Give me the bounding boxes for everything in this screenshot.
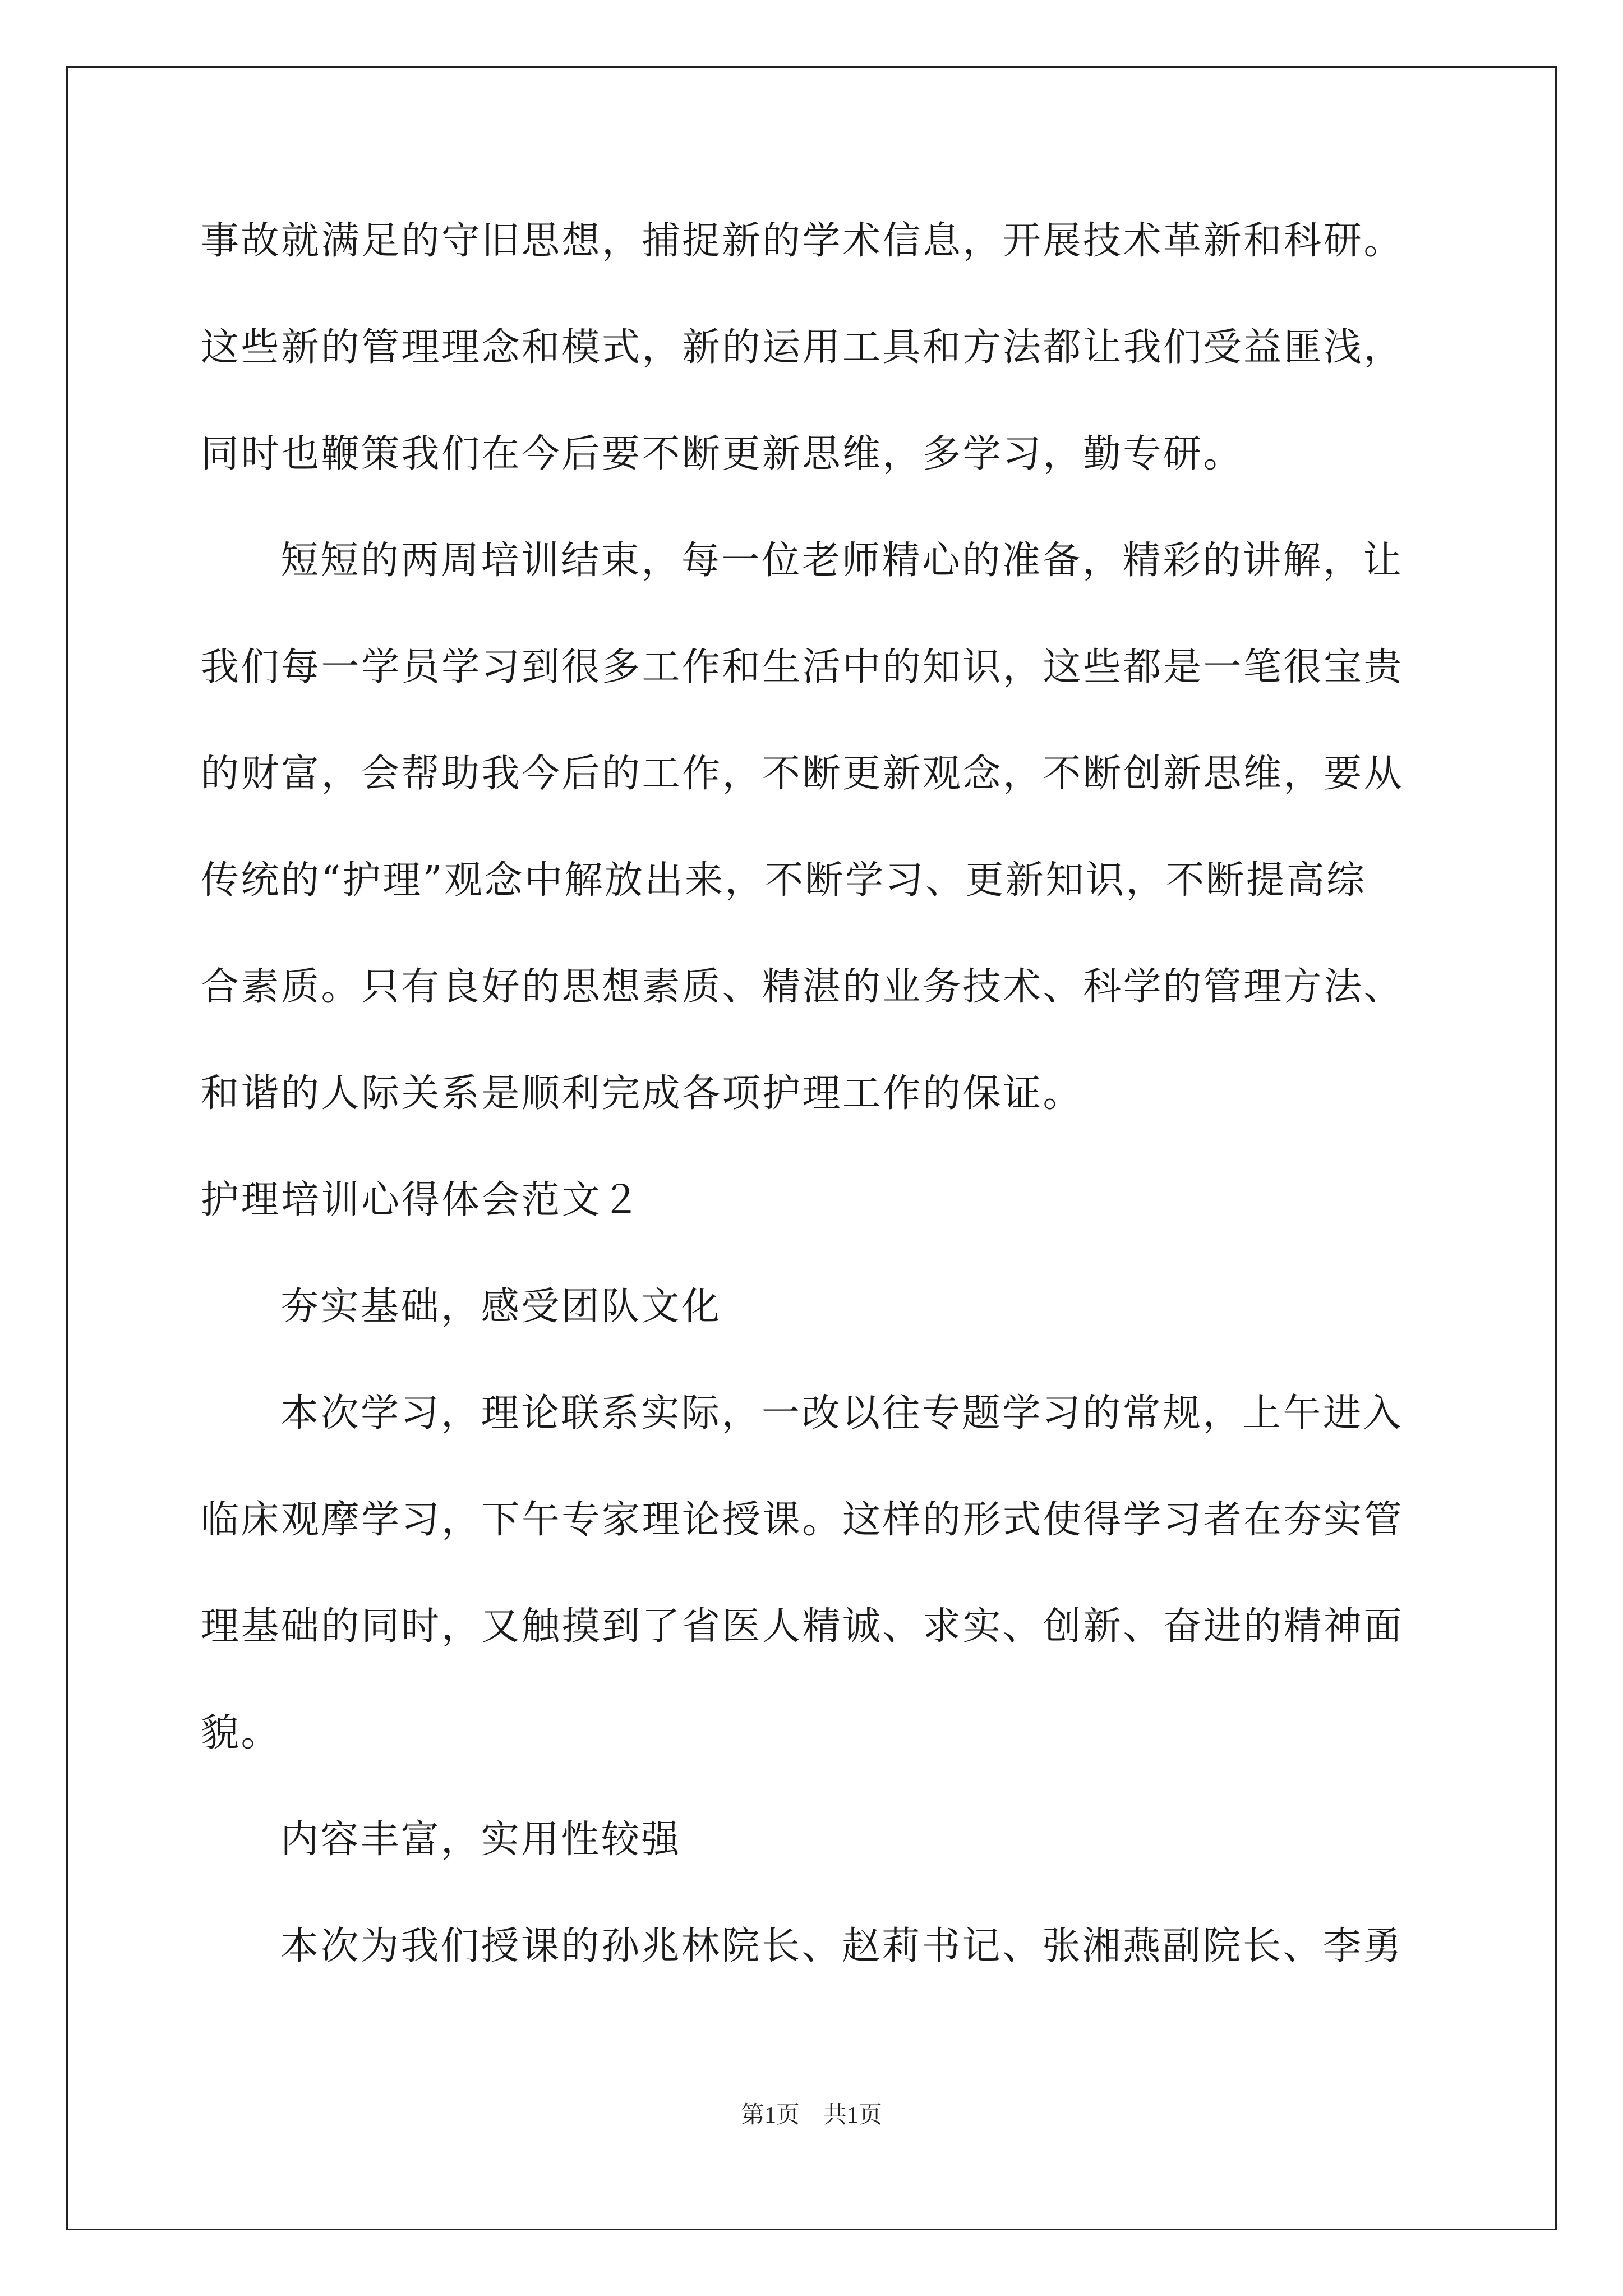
text-line: 和谐的人际关系是顺利完成各项护理工作的保证。 (201, 1071, 1083, 1116)
text-line: 临床观摩学习，下午专家理论授课。这样的形式使得学习者在夯实管 (201, 1498, 1404, 1542)
subheading: 夯实基础，感受团队文化 (280, 1285, 722, 1329)
text-line: 我们每一学员学习到很多工作和生活中的知识，这些都是一笔很宝贵 (201, 645, 1404, 689)
paragraph-start-line: 短短的两周培训结束，每一位老师精心的准备，精彩的讲解，让 (280, 539, 1404, 583)
text-line: 貌。 (201, 1711, 282, 1755)
text-line: 事故就满足的守旧思想，捕捉新的学术信息，开展技术革新和科研。 (201, 219, 1404, 263)
text-line: 合素质。只有良好的思想素质、精湛的业务技术、科学的管理方法、 (201, 965, 1404, 1009)
text-line: 这些新的管理理念和模式，新的运用工具和方法都让我们受益匪浅， (201, 325, 1404, 370)
paragraph-start-line: 本次为我们授课的孙兆林院长、赵莉书记、张湘燕副院长、李勇 (280, 1924, 1404, 1968)
text-line: 的财富，会帮助我今后的工作，不断更新观念，不断创新思维，要从 (201, 752, 1404, 796)
paragraph-start-line: 本次学习，理论联系实际，一改以往专题学习的常规，上午进入 (280, 1391, 1404, 1435)
page-border (66, 66, 1557, 2230)
text-line: 理基础的同时，又触摸到了省医人精诚、求实、创新、奋进的精神面 (201, 1604, 1404, 1649)
text-line: 同时也鞭策我们在今后要不断更新思维，多学习，勤专研。 (201, 432, 1244, 476)
text-line: 传统的“护理”观念中解放出来，不断学习、更新知识，不断提高综 (201, 858, 1367, 903)
subheading: 内容丰富，实用性较强 (280, 1818, 682, 1862)
page-number-footer: 第1页 共1页 (740, 2102, 882, 2128)
section-heading: 护理培训心得体会范文２ (201, 1178, 642, 1222)
